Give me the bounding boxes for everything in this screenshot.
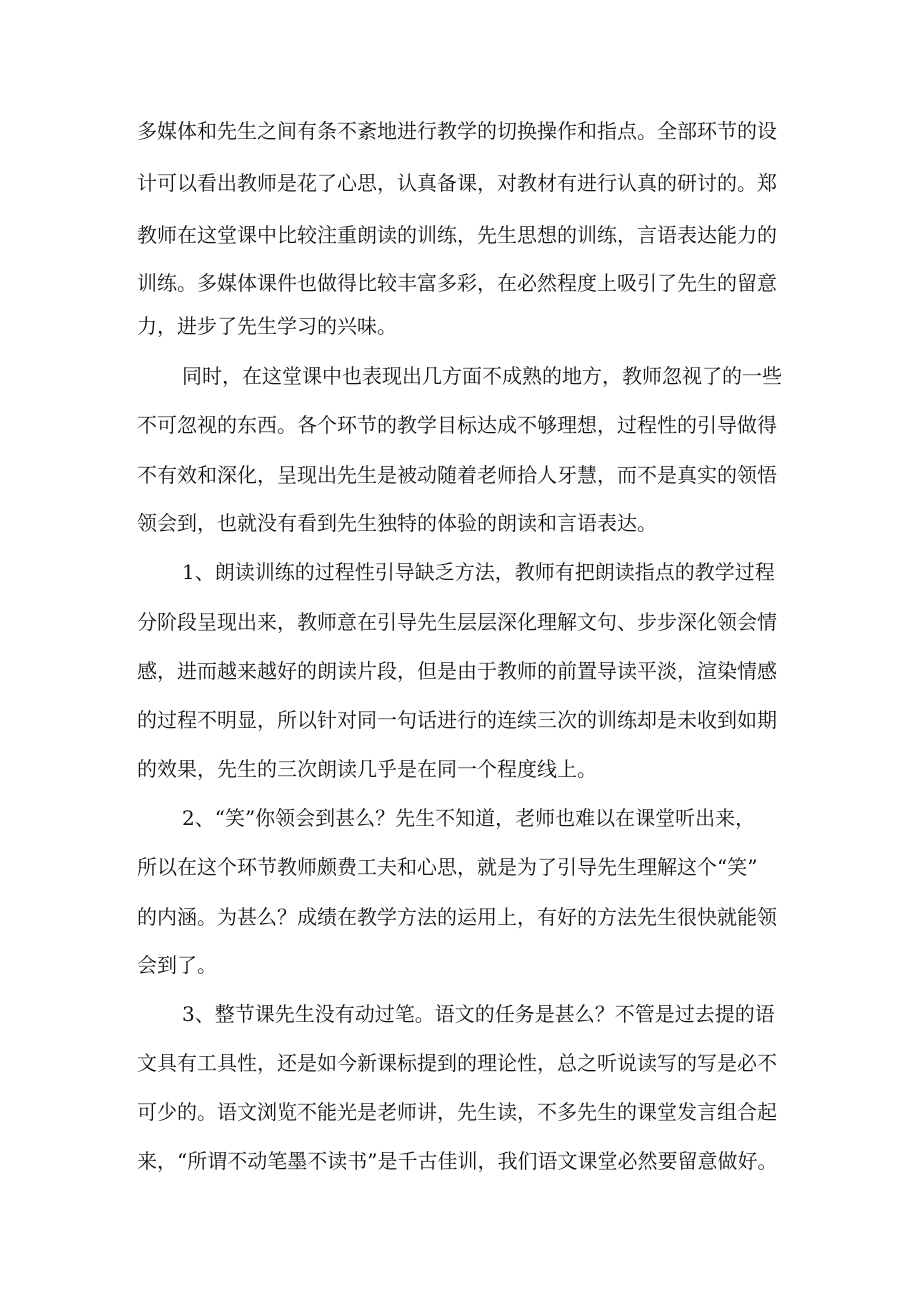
text-line: 文具有工具性，还是如今新课标提到的理论性，总之听说读写的写是必不 <box>137 1051 777 1075</box>
text-line: 训练。多媒体课件也做得比较丰富多彩，在必然程度上吸引了先生的留意 <box>137 271 777 295</box>
text-line: 的内涵。为甚么？成绩在教学方法的运用上，有好的方法先生很快就能领 <box>137 905 777 929</box>
text-line: 教师在这堂课中比较注重朗读的训练，先生思想的训练，言语表达能力的 <box>137 223 777 247</box>
text-line: 计可以看出教师是花了心思，认真备课，对教材有进行认真的研讨的。郑 <box>137 171 777 195</box>
text-line: 的过程不明显，所以针对同一句话进行的连续三次的训练却是未收到如期 <box>137 708 777 732</box>
text-line: 会到了。 <box>137 953 217 977</box>
text-line: 不可忽视的东西。各个环节的教学目标达成不够理想，过程性的引导做得 <box>137 413 777 437</box>
text-line: 1、朗读训练的过程性引导缺乏方法，教师有把朗读指点的教学过程 <box>182 560 775 584</box>
text-line: 可少的。语文浏览不能光是老师讲，先生读，不多先生的课堂发言组合起 <box>137 1100 777 1124</box>
text-line: 所以在这个环节教师颇费工夫和心思，就是为了引导先生理解这个“笑” <box>137 855 758 879</box>
text-line: 领会到，也就没有看到先生独特的体验的朗读和言语表达。 <box>137 511 657 535</box>
text-line: 3、整节课先生没有动过笔。语文的任务是甚么？不管是过去提的语 <box>182 1002 775 1026</box>
text-line: 同时，在这堂课中也表现出几方面不成熟的地方，教师忽视了的一些 <box>182 364 782 388</box>
text-line: 2、“笑”你领会到甚么？先生不知道，老师也难以在课堂听出来， <box>182 806 756 830</box>
text-line: 不有效和深化，呈现出先生是被动随着老师拾人牙慧，而不是真实的领悟 <box>137 463 777 487</box>
text-line: 分阶段呈现出来，教师意在引导先生层层深化理解文句、步步深化领会情 <box>137 610 777 634</box>
text-line: 来，“所谓不动笔墨不读书”是千古佳训，我们语文课堂必然要留意做好。 <box>137 1149 778 1173</box>
text-line: 的效果，先生的三次朗读几乎是在同一个程度线上。 <box>137 757 597 781</box>
text-line: 多媒体和先生之间有条不紊地进行教学的切换操作和指点。全部环节的设 <box>137 119 777 143</box>
text-line: 感，进而越来越好的朗读片段，但是由于教师的前置导读平淡，渲染情感 <box>137 659 777 683</box>
text-line: 力，进步了先生学习的兴味。 <box>137 314 397 338</box>
